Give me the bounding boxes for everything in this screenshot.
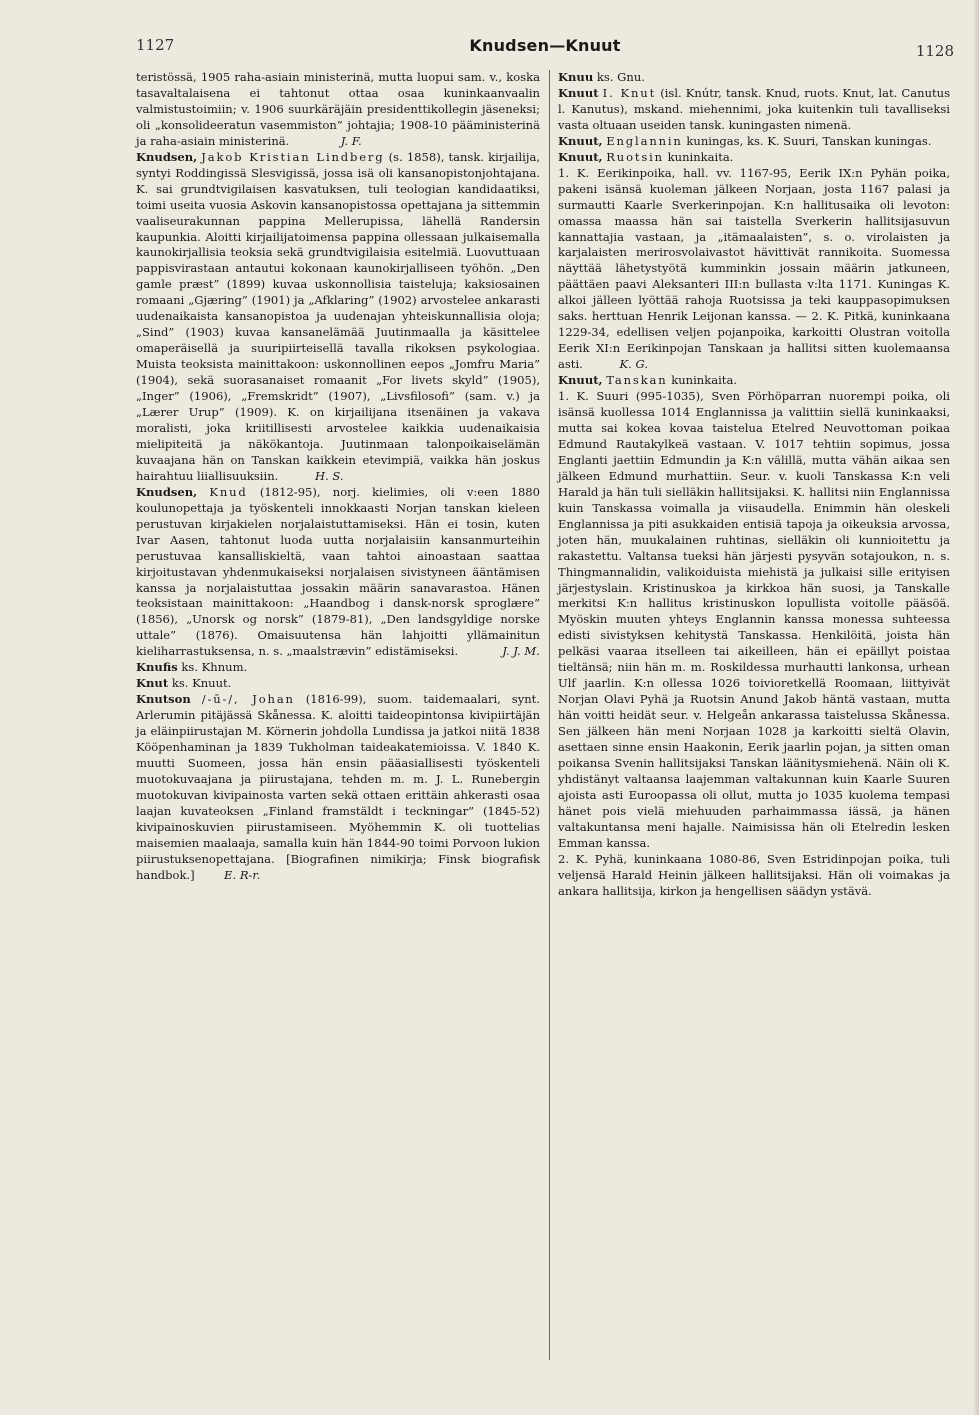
article-entry	[558, 86, 950, 134]
article-entry	[136, 150, 540, 485]
entry-signature: J. J. M.	[502, 644, 540, 659]
entry-headword: Knuut	[558, 85, 599, 100]
article-entry	[558, 70, 950, 86]
page-header	[136, 36, 954, 60]
entry-body: 1. K. Suuri (995-1035), Sven Pörhöparran nuorempi poika, oli isänsä kuollessa 1014 Englannissa ja valittiin siellä kuninkaaksi, mutta sai kokea kovaa taistelua Etelred Neuvottoman poikaa Edmund Rautakylkeä vastaan. V. 1017 tehtiin sopimus, jossa Englanti jaettiin Edmundin ja K:n välillä, mutta vähän aikaa sen jälkeen Edmund murhattiin. Seur. v. kuoli Tanskassa K:n veli Harald ja hän tuli sielläkin hallitsijaksi. K. hallitsi niin Englannissa kuin Tanskassa voimalla ja viisaudella. Enimmin hän oleskeli Englannissa ja piti asukkaiden entisiä tapoja ja oikeuksia arvossa, joten hän, muukalainen ruhtinas, sielläkin oli kunnioitettu ja rakastettu. Valtansa tueksi hän järjesti pysyvän sotajoukon, n. s. Thingmannalidin, valikoiduista miehistä ja julkaisi sille erityisen järjestyslain. Kristinuskoa ja kirkkoa hän suosi, ja Tanskalle merkitsi K:n hallitus kristinuskon lopullista voitolle pääsöä. Myöskin muuten yhteys Englannin kanssa monessa suhteessa edisti sivistyksen kehitystä Tanskassa. Henkilöitä, joista hän pelkäsi vaaraa itselleen tai aikeilleen, hän ei epäillyt poistaa tieltänsä; niin hän m. m. Roskildessa murhautti lankonsa, urhean Ulf jaarlin. K:n ollessa 1026 toivioretkellä Roomaan, liittyivät Norjan Olavi Pyhä ja Ruotsin Anund Jakob häntä vastaan, mutta hän voitti heidät seur. v. Helgeån ankarassa taistelussa Skånessa. Sen jälkeen hän meni Norjaan 1028 ja karkoitti sieltä Olavin, asettaen sinne ensin Haakonin, Eerik jaarlin pojan, ja sitten oman poikansa Svenin hallitsijaksi Tanskan läänitysmiehenä. Näin oli K. yhdistänyt valtaansa laajemman valtakunnan kuin Kaarle Suuren ajoista asti Euroopassa oli ollut, mutta jo 1035 kuolema tempasi hänet pois vielä miehuuden parhaimmassa iässä, ja hänen valtakuntansa meni hajalle. Naimisissa hän oli Etelredin lesken Emman kanssa.	[558, 389, 950, 850]
entry-headword-spaced: I. Knut	[602, 85, 657, 100]
entry-headword: Knuut,	[558, 373, 603, 388]
article-entry	[136, 676, 540, 692]
article-entry	[558, 373, 950, 389]
entry-headword-spaced: Knud	[209, 484, 248, 499]
entry-body: 1. K. Eerikinpoika, hall. vv. 1167-95, Eerik IX:n Pyhän poika, pakeni isänsä kuoleman jälkeen Norjaan, josta 1167 palasi ja surmautti Kaarle Sverkerinpojan. K:n hallitusaika oli levoton: omassa maassa hän sai taistella Sverkerin hallitsijasuvun kannattajia vastaan, ja „itämaalaisten”, s. o. virolaisten ja karjalaisten merirosvolaivastot hävittivät rannikoita. Suomessa näyttää lähetystyötä kumminkin jossain määrin jatkuneen, päättäen paavi Aleksanteri III:n bullasta v:lta 1171. Kuningas K. alkoi jälleen lyöttää rahoja Ruotsissa ja teki kauppasopimuksen saks. herttuan Henrik Leijonan kanssa. — 2. K. Pitkä, kuninkaana 1229-34, edellisen veljen pojanpoika, karkoitti Olustran voitolla Eerik XI:n Eerikinpojan Tanskaan ja hallitsi sitten kuolemaansa asti.	[558, 165, 950, 372]
entry-body: kuninkaita.	[667, 149, 734, 164]
entry-headword: Knut	[136, 676, 169, 691]
entry-body: teristössä, 1905 raha-asiain ministerinä, mutta luopui sam. v., koska tasavaltalaisena ei tahtonut ottaa osaa kuninkaanvaalin valmistustoimiin; v. 1906 suurkäräjäin presidenttikollegin jäseneksi; oli „konsolideeratun vasemmiston” johtajia; 1908-10 pääministerinä ja raha-asiain ministerinä.	[136, 70, 540, 148]
page-edge-shadow	[973, 0, 979, 1415]
column-divider	[549, 70, 550, 1360]
entry-headword-spaced: Jakob Kristian Lindberg	[201, 149, 385, 164]
entry-headword: Knudsen,	[136, 149, 198, 164]
entry-body: (1816-99), suom. taidemaalari, synt. Arlerumin pitäjässä Skånessa. K. aloitti taideopintonsa kivipiirtäjän ja eläinpiirustajan M. Körnerin johdolla Lundissa ja jatkoi niitä 1838 Kööpenhaminan ja 1839 Tukholman taideakatemioissa. V. 1840 K. muutti Suomeen, jossa hän ensin pääasiallisesti työskenteli muotokuvaajana ja piirustajana, tehden m. m. J. L. Runebergin muotokuvan kivipainosta varten sekä ottaen erittäin ahkerasti osaa laajan kuvateoksen „Finland framstäldt i teckningar” (1845-52) kivipainoskuvien piirustamiseen. Myöhemmin K. oli tuottelias maisemien maalaaja, samalla kuin hän 1844-90 toimi Porvoon lukion piirustuksenopettajana. [Biografinen nimikirja; Finsk biografisk handbok.]	[136, 692, 540, 882]
entry-headword-spaced: Englannin	[606, 133, 683, 148]
entry-body: (isl. Knútr, tansk. Knud, ruots. Knut, lat. Canutus l. Kanutus), mskand. miehennimi, joka kuitenkin tuli tavalliseksi vasta oltuaan useiden tansk. kuningasten nimenä.	[558, 85, 951, 132]
right-column	[558, 70, 950, 900]
article-subentry	[558, 166, 950, 373]
page-number-left: 1127	[136, 36, 175, 54]
article-entry	[136, 70, 540, 150]
page-number-right: 1128	[915, 42, 954, 60]
entry-signature: E. R-r.	[224, 867, 261, 882]
article-entry	[558, 134, 950, 150]
entry-headword: Knudsen,	[136, 484, 198, 499]
article-entry	[136, 692, 540, 883]
entry-headword: Knuu	[558, 70, 594, 84]
article-entry	[558, 150, 950, 166]
entry-headword: Knufis	[136, 660, 178, 675]
entry-body: (1812-95), norj. kielimies, oli v:een 1880 koulunopettaja ja työskenteli innokkaasti Norjan tanskan kieleen perustuvan kirjakielen norjalaistuttamiseksi. Hän ei tosin, kuten Ivar Aasen, tahtonut luoda uutta norjalaisiin kansanmurteihin perustuvaa kansalliskieltä, vaan tahtoi ainoastaan saattaa kirjoitustavan yhdenmukaiseksi norjalaisen sivistyneen ääntämisen kanssa ja norjalaistuttaa jossakin määrin sanavarastoa. Hänen teoksistaan mainittakoon: „Haandbog i dansk-norsk sproglære” (1856), „Unorsk og norsk” (1879-81), „Den landsgyldige norske uttale” (1876). Omaisuutensa hän lahjoitti yllämainitun kieliharrastuksensa, n. s. „maalstrævin” edistämiseksi.	[136, 484, 541, 659]
entry-body: ks. Gnu.	[596, 70, 645, 84]
running-title: Knudsen—Knuut	[469, 36, 621, 55]
entry-body: (s. 1858), tansk. kirjailija, syntyi Roddingissä Slesvigissä, jossa isä oli kansanopistonjohtajana. K. sai grundtvigilaisen kasvatuksen, tuli teologian kandidaatiksi, toimi useita vuosia Askovin kansanopistossa opettajana ja sittemmin vaaliseurakunnan pappina Mellerupissa, lähellä Randersin kaupunkia. Aloitti kirjailijatoimensa pappina ollessaan julkaisemalla kaunokirjallisia teoksia sekä grundtvigilaisia esitelmiä. Luovuttuaan pappisvirastaan antautui kokonaan kaunokirjalliseen työhön. „Den gamle præst” (1899) kuvaa uskonnollisia taisteluja; kaksiosainen romaani „Gjæring” (1901) ja „Afklaring” (1902) arvostelee ankarasti uudenaikaista kansanopistoa ja uudenajan yhteiskunnallisia oloja; „Sind” (1903) kuvaa kansanelämää Juutinmaalla ja käsittelee omaperäisellä ja suuripiirteisellä tavalla rikoksen psykologiaa. Muista teoksista mainittakoon: uskonnollinen eepos „Jomfru Maria” (1904), sekä suorasanaiset romaanit „For livets skyld” (1905), „Inger” (1906), „Fremskridt” (1907), „Livsfilosofi” (sam. v.) ja „Lærer Urup” (1909). K. on kirjailijana itsenäinen ja vakava moralisti, joka kriitillisesti arvostelee kaikkia uudenaikaisia mielipiteitä ja näkökantoja. Juutinmaan talonpoikaiselämän kuvaajana hän on Tanskan kaikkein etevimpiä, vaikka hän joskus hairahtuu liiallisuuksiin.	[136, 149, 541, 483]
entry-body: 2. K. Pyhä, kuninkaana 1080-86, Sven Estridinpojan poika, tuli veljensä Harald Heinin jälkeen hallitsijaksi. Hän oli voimakas ja ankara hallitsija, kirkon ja hengellisen säädyn ystävä.	[558, 851, 950, 898]
entry-headword: Knutson	[136, 692, 191, 707]
entry-signature: K. G.	[619, 357, 648, 372]
entry-headword-spaced: Ruotsin	[606, 149, 664, 164]
entry-headword: Knuut,	[558, 149, 603, 164]
article-entry	[136, 660, 540, 676]
entry-headword-spaced: Tanskan	[606, 373, 668, 388]
article-subentry	[558, 852, 950, 900]
entry-body: ks. Khnum.	[181, 660, 248, 675]
entry-body: ks. Knuut.	[171, 676, 232, 691]
entry-headword: Knuut,	[558, 133, 603, 148]
entry-body: kuningas, ks. K. Suuri, Tanskan kuningas.	[686, 133, 932, 148]
article-entry	[136, 485, 540, 660]
article-subentry	[558, 389, 950, 852]
entry-signature: H. S.	[315, 468, 344, 483]
left-column	[136, 70, 540, 884]
entry-headword-spaced: /-ū-/, Johan	[201, 692, 295, 707]
entry-body: kuninkaita.	[671, 373, 738, 388]
entry-signature: J. F.	[340, 133, 362, 148]
